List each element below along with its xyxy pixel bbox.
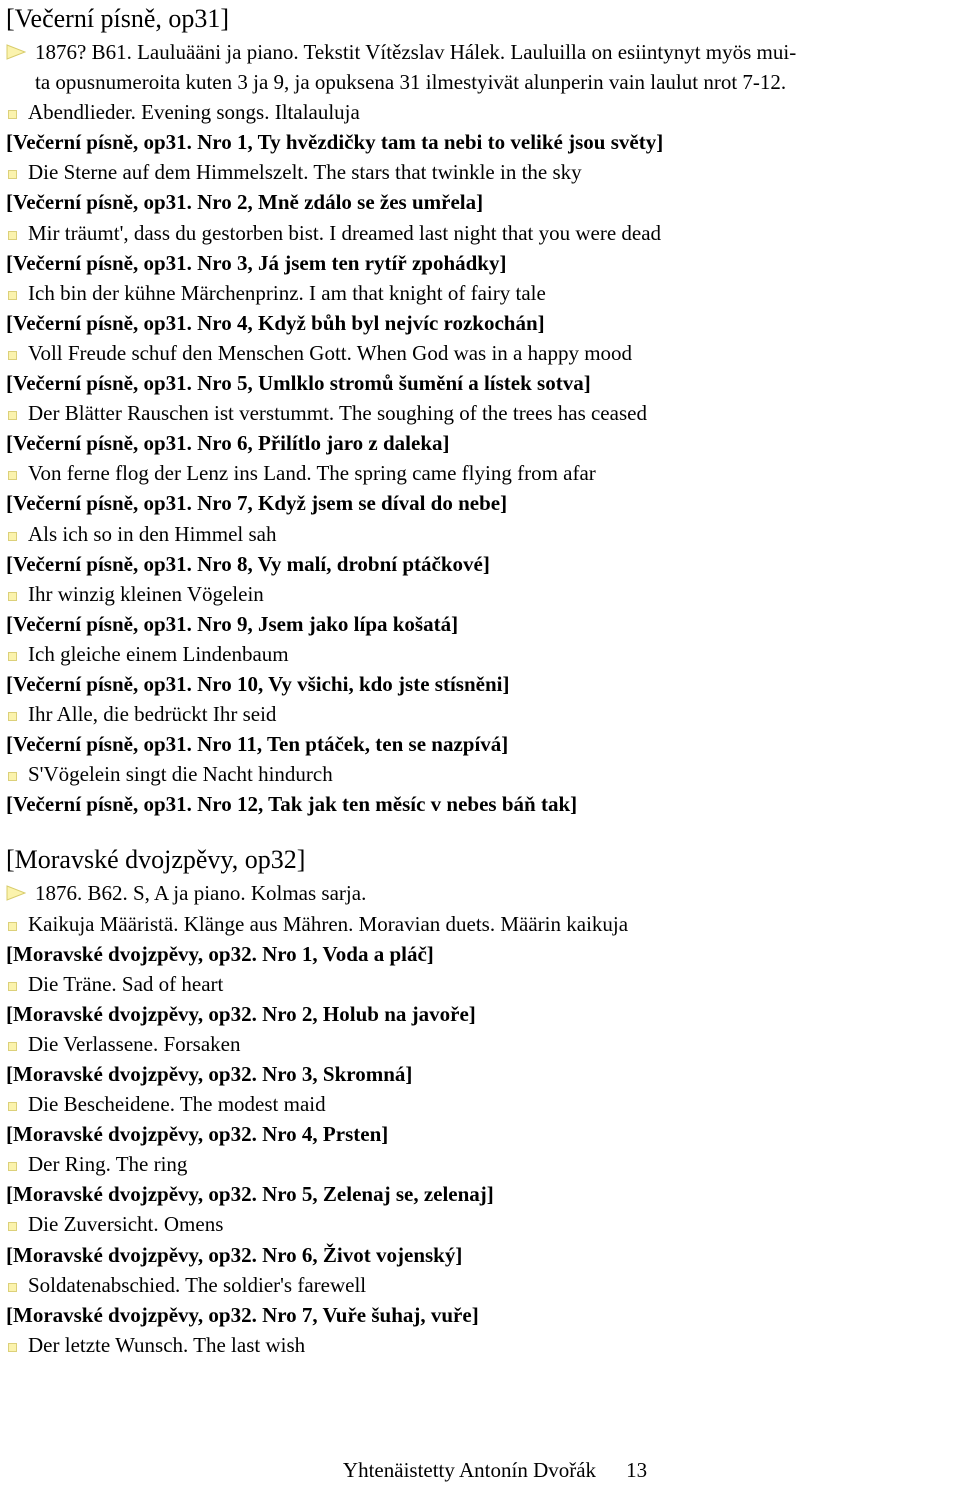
song-subtitle: Als ich so in den Himmel sah <box>28 521 277 546</box>
song-title-row <box>6 1240 954 1270</box>
song-title-row <box>6 308 954 338</box>
arrow-right-icon <box>6 878 26 908</box>
square-bullet-icon <box>8 1222 17 1231</box>
square-bullet-icon <box>8 1283 17 1292</box>
song-title-row <box>6 127 954 157</box>
song-title-row <box>6 1119 954 1149</box>
square-bullet-icon <box>8 652 17 661</box>
song-title-row <box>6 729 954 759</box>
square-bullet-icon <box>8 772 17 781</box>
song-subtitle: Der Ring. The ring <box>28 1152 188 1177</box>
song-title: [Moravské dvojzpěvy, op32. Nro 2, Holub na javoře] <box>6 1001 476 1026</box>
work-section <box>6 0 954 819</box>
song-subtitle-row <box>6 1029 954 1059</box>
square-bullet-icon <box>8 982 17 991</box>
square-bullet-icon <box>8 1042 17 1051</box>
song-title-row <box>6 939 954 969</box>
song-title: [Moravské dvojzpěvy, op32. Nro 1, Voda a pláč] <box>6 941 434 966</box>
song-subtitle-row <box>6 519 954 549</box>
work-section <box>6 841 954 1360</box>
work-info-text <box>35 878 954 908</box>
page-number: 13 <box>626 1458 648 1482</box>
arrow-right-icon <box>6 37 26 67</box>
song-subtitle: Der letzte Wunsch. The last wish <box>28 1332 306 1357</box>
song-title-row <box>6 1059 954 1089</box>
work-heading: [Večerní písně, op31] <box>6 4 230 33</box>
song-subtitle: Soldatenabschied. The soldier's farewell <box>28 1272 367 1297</box>
square-bullet-icon <box>8 712 17 721</box>
square-bullet-icon <box>8 291 17 300</box>
song-title: [Moravské dvojzpěvy, op32. Nro 5, Zelenaj se, zelenaj] <box>6 1182 494 1207</box>
song-title: [Moravské dvojzpěvy, op32. Nro 7, Vuře šuhaj, vuře] <box>6 1302 479 1327</box>
song-subtitle: Die Sterne auf dem Himmelszelt. The stars that twinkle in the sky <box>28 160 582 185</box>
song-subtitle-row <box>6 639 954 669</box>
song-title-row <box>6 549 954 579</box>
song-title: [Večerní písně, op31. Nro 3, Já jsem ten rytíř zpohádky] <box>6 250 507 275</box>
song-title: [Večerní písně, op31. Nro 8, Vy malí, drobní ptáčkové] <box>6 551 490 576</box>
song-subtitle: Ihr winzig kleinen Vögelein <box>28 581 264 606</box>
song-title-row <box>6 1300 954 1330</box>
song-title: [Večerní písně, op31. Nro 5, Umlklo stromů šumění a lístek sotva] <box>6 371 591 396</box>
song-subtitle-row <box>6 1330 954 1360</box>
song-title: [Večerní písně, op31. Nro 11, Ten ptáček, ten se nazpívá] <box>6 732 509 757</box>
song-list <box>6 127 954 819</box>
square-bullet-icon <box>8 1102 17 1111</box>
song-title-row <box>6 248 954 278</box>
song-subtitle: Die Zuversicht. Omens <box>28 1212 224 1237</box>
page-footer <box>0 1455 960 1485</box>
square-bullet-icon <box>8 170 17 179</box>
work-info-line: 1876? B61. Lauluääni ja piano. Tekstit Vítězslav Hálek. Lauluilla on esiintynyt myös mui- <box>35 40 797 64</box>
song-subtitle: Ich gleiche einem Lindenbaum <box>28 641 289 666</box>
song-title-row <box>6 187 954 217</box>
work-info-row <box>6 878 954 908</box>
footer-text: Yhtenäistetty Antonín Dvořák <box>342 1458 597 1482</box>
song-subtitle: Voll Freude schuf den Menschen Gott. When God was in a happy mood <box>28 340 633 365</box>
square-bullet-icon <box>8 532 17 541</box>
song-subtitle: Die Bescheidene. The modest maid <box>28 1092 326 1117</box>
work-subtitle: Abendlieder. Evening songs. Iltalauluja <box>28 100 360 125</box>
square-bullet-icon <box>8 1343 17 1352</box>
work-subtitle-row <box>6 97 954 127</box>
work-heading: [Moravské dvojzpěvy, op32] <box>6 845 306 875</box>
song-title: [Večerní písně, op31. Nro 10, Vy všichi, kdo jste stísněni] <box>6 671 510 696</box>
song-title: [Večerní písně, op31. Nro 1, Ty hvězdičky tam ta nebi to veliké jsou světy] <box>6 130 664 155</box>
song-subtitle-row <box>6 278 954 308</box>
song-subtitle-row <box>6 218 954 248</box>
song-subtitle: S'Vögelein singt die Nacht hindurch <box>28 762 333 787</box>
song-subtitle: Die Träne. Sad of heart <box>28 971 224 996</box>
square-bullet-icon <box>8 922 17 931</box>
song-subtitle-row <box>6 458 954 488</box>
song-title: [Večerní písně, op31. Nro 12, Tak jak ten měsíc v nebes báň tak] <box>6 792 578 817</box>
square-bullet-icon <box>8 592 17 601</box>
work-info-text <box>35 37 954 97</box>
song-title: [Večerní písně, op31. Nro 4, Když bůh byl nejvíc rozkochán] <box>6 310 545 335</box>
song-subtitle-row <box>6 398 954 428</box>
square-bullet-icon <box>8 411 17 420</box>
song-subtitle: Die Verlassene. Forsaken <box>28 1031 241 1056</box>
song-title: [Večerní písně, op31. Nro 6, Přilítlo jaro z daleka] <box>6 431 450 456</box>
song-title-row <box>6 999 954 1029</box>
song-title: [Moravské dvojzpěvy, op32. Nro 6, Život vojenský] <box>6 1242 463 1267</box>
song-subtitle-row <box>6 969 954 999</box>
document-body <box>6 0 954 1360</box>
song-title-row <box>6 488 954 518</box>
song-title-row <box>6 609 954 639</box>
song-subtitle: Mir träumt', dass du gestorben bist. I dreamed last night that you were dead <box>28 220 662 245</box>
song-subtitle: Von ferne flog der Lenz ins Land. The spring came flying from afar <box>28 461 596 486</box>
square-bullet-icon <box>8 110 17 119</box>
work-subtitle: Kaikuja Määristä. Klänge aus Mähren. Moravian duets. Määrin kaikuja <box>28 911 629 936</box>
work-subtitle-row <box>6 909 954 939</box>
song-subtitle-row <box>6 1089 954 1119</box>
song-subtitle-row <box>6 157 954 187</box>
song-title-row <box>6 428 954 458</box>
song-title: [Večerní písně, op31. Nro 2, Mně zdálo se žes umřela] <box>6 190 484 215</box>
song-title: [Moravské dvojzpěvy, op32. Nro 3, Skromná] <box>6 1062 413 1086</box>
song-subtitle: Ich bin der kühne Märchenprinz. I am that knight of fairy tale <box>28 280 546 305</box>
song-title-row <box>6 669 954 699</box>
square-bullet-icon <box>8 351 17 360</box>
work-info-line: 1876. B62. S, A ja piano. Kolmas sarja. <box>35 881 367 906</box>
song-subtitle-row <box>6 1209 954 1239</box>
song-subtitle-row <box>6 759 954 789</box>
song-subtitle-row <box>6 579 954 609</box>
song-title-row <box>6 789 954 819</box>
song-subtitle-row <box>6 1149 954 1179</box>
work-info-line: ta opusnumeroita kuten 3 ja 9, ja opuksena 31 ilmestyivät alunperin vain laulut nrot 7-12. <box>35 70 787 95</box>
song-subtitle-row <box>6 1270 954 1300</box>
song-title-row <box>6 368 954 398</box>
song-list <box>6 939 954 1360</box>
song-subtitle: Der Blätter Rauschen ist verstummt. The soughing of the trees has ceased <box>28 401 647 426</box>
song-title: [Moravské dvojzpěvy, op32. Nro 4, Prsten] <box>6 1122 389 1147</box>
work-info-row <box>6 37 954 97</box>
square-bullet-icon <box>8 471 17 480</box>
square-bullet-icon <box>8 1162 17 1171</box>
song-subtitle-row <box>6 338 954 368</box>
song-title-row <box>6 1179 954 1209</box>
square-bullet-icon <box>8 231 17 240</box>
song-subtitle-row <box>6 699 954 729</box>
song-title: [Večerní písně, op31. Nro 9, Jsem jako lípa košatá] <box>6 611 459 636</box>
song-subtitle: Ihr Alle, die bedrückt Ihr seid <box>28 702 277 727</box>
song-title: [Večerní písně, op31. Nro 7, Když jsem se díval do nebe] <box>6 491 508 516</box>
